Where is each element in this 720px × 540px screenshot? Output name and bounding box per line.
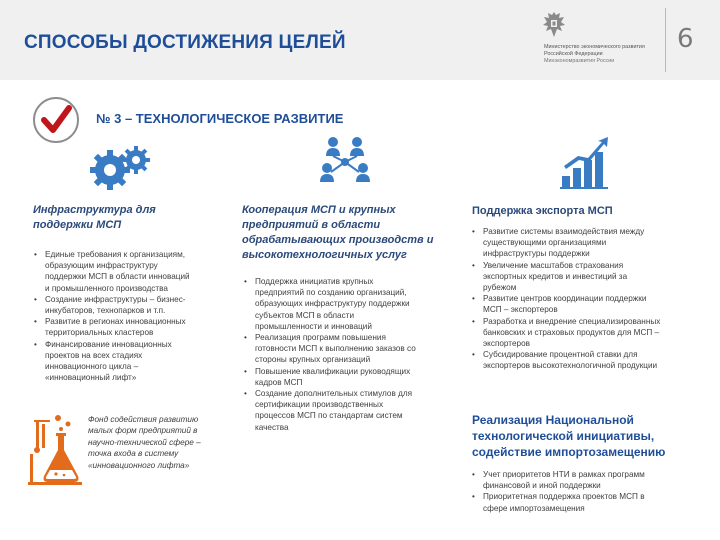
list-item-line: поддержки МСП в области инноваций xyxy=(45,272,190,282)
col2-heading xyxy=(242,203,462,263)
bar-chart-icon xyxy=(558,136,614,190)
col3-heading: Поддержка экспорта МСП xyxy=(472,205,613,217)
checkmark-badge xyxy=(33,97,79,143)
list-item-line: рубежом xyxy=(483,283,517,293)
heading-line: Реализация Национальной xyxy=(472,413,634,427)
col1-heading xyxy=(33,203,213,233)
header-divider xyxy=(665,8,666,72)
nti-heading xyxy=(472,412,712,460)
heading-line: Кооперация МСП и крупных xyxy=(242,204,396,216)
list-item-line: • Единые требования к организациям, xyxy=(45,250,185,259)
list-item-line: • Разработка и внедрение специализированных xyxy=(483,316,661,326)
list-item-line: проектов на всех стадиях xyxy=(45,350,143,360)
ministry-line: Минэкономразвития России xyxy=(544,58,615,64)
heading-line: высокотехнологичных услуг xyxy=(242,249,407,261)
list-item-line: • Увеличение масштабов страхования xyxy=(483,260,624,270)
gears-icon xyxy=(88,142,154,194)
list-item-line: • Повышение квалификации руководящих xyxy=(255,366,411,376)
list-item-line: • Развитие центров координации поддержки xyxy=(483,294,647,304)
heading-line: содействие импортозамещению xyxy=(472,445,666,459)
list-item-line: экспортеров xyxy=(483,339,530,349)
list-item xyxy=(471,293,717,315)
coat-of-arms-icon xyxy=(541,10,567,40)
list-item-line: сертификации производственных xyxy=(255,400,384,410)
list-item-line: • Приоритетная поддержка проектов МСП в xyxy=(483,492,645,502)
list-item xyxy=(33,294,233,316)
heading-line: технологической инициативы, xyxy=(472,429,655,443)
list-item-line: • Создание дополнительных стимулов для xyxy=(255,389,413,399)
list-item xyxy=(471,469,717,491)
list-item-line: экспортных кредитов и инвестиций за xyxy=(483,271,628,281)
heading-line: обрабатывающих производств и xyxy=(242,234,434,246)
list-item-line: инфраструктуры поддержки xyxy=(483,249,590,259)
header-bar xyxy=(0,0,720,80)
fund-line: научно-технической сфере – xyxy=(88,437,201,447)
heading-line: предприятий в области xyxy=(242,219,381,231)
list-item xyxy=(471,316,717,350)
page-title: СПОСОБЫ ДОСТИЖЕНИЯ ЦЕЛЕЙ xyxy=(24,32,346,53)
list-item xyxy=(471,260,717,294)
list-item-line: МСП – экспортеров xyxy=(483,305,558,315)
list-item xyxy=(471,226,717,260)
list-item xyxy=(243,388,463,433)
list-item-line: • Поддержка инициатив крупных xyxy=(255,277,374,286)
heading-line: Инфраструктура для xyxy=(33,204,156,216)
list-item-line: • Развитие системы взаимодействия между xyxy=(483,227,645,236)
list-item-line: и промышленного производства xyxy=(45,283,168,293)
list-item-line: территориальных кластеров xyxy=(45,328,154,338)
nti-bullet-list xyxy=(471,469,717,514)
list-item-line: образующим инфраструктуру xyxy=(45,261,158,271)
lab-flask-icon xyxy=(28,414,82,486)
ministry-name xyxy=(544,44,645,65)
list-item-line: промышленности и инноваций xyxy=(255,321,372,331)
list-item xyxy=(243,366,463,388)
section-title: № 3 – ТЕХНОЛОГИЧЕСКОЕ РАЗВИТИЕ xyxy=(96,111,344,126)
fund-line: точка входа в систему xyxy=(88,449,179,459)
list-item xyxy=(471,349,717,371)
col2-bullet-list xyxy=(243,276,463,433)
fund-line: «инновационного лифта» xyxy=(88,460,190,470)
list-item xyxy=(33,316,233,338)
page-number: 6 xyxy=(677,24,694,54)
fund-description xyxy=(88,414,238,471)
list-item-line: • Развитие в регионах инновационных xyxy=(45,317,186,327)
list-item-line: субъектов МСП в области xyxy=(255,310,355,320)
list-item-line: • Учет приоритетов НТИ в рамках программ xyxy=(483,470,645,479)
list-item xyxy=(33,249,233,294)
list-item xyxy=(471,491,717,513)
fund-line: Фонд содействия развитию xyxy=(88,415,199,424)
list-item-line: образующих инфраструктуру поддержки xyxy=(255,299,410,309)
list-item-line: экспортеров высокотехнологичной продукции xyxy=(483,361,658,371)
list-item-line: • Реализация программ повышения xyxy=(255,333,386,343)
list-item-line: «инновационный лифт» xyxy=(45,373,137,383)
fund-line: малых форм предприятий в xyxy=(88,426,198,436)
heading-line: поддержки МСП xyxy=(33,219,122,231)
checkmark-icon xyxy=(35,99,77,141)
ministry-line: Министерство экономического развития xyxy=(544,44,645,50)
ministry-line: Российской Федерации xyxy=(544,51,603,57)
list-item-line: • Субсидирование процентной ставки для xyxy=(483,350,638,360)
list-item-line: банковских и страховых продуктов для МСП – xyxy=(483,327,660,337)
list-item-line: качества xyxy=(255,422,289,432)
list-item-line: • Финансирование инновационных xyxy=(45,339,172,349)
list-item-line: предприятий по созданию организаций, xyxy=(255,288,407,298)
list-item-line: сфере импортозамещения xyxy=(483,503,585,513)
list-item-line: • Создание инфраструктуры – бизнес- xyxy=(45,294,186,304)
list-item-line: инкубаторов, технопарков и т.п. xyxy=(45,306,166,316)
list-item xyxy=(33,339,233,384)
list-item xyxy=(243,332,463,366)
people-network-icon xyxy=(317,134,373,190)
col3-bullet-list xyxy=(471,226,717,372)
list-item-line: процессов МСП по стандартам систем xyxy=(255,411,403,421)
list-item-line: кадров МСП xyxy=(255,377,303,387)
list-item-line: стороны крупных организаций xyxy=(255,355,371,365)
list-item xyxy=(243,276,463,332)
list-item-line: существующими организациями xyxy=(483,238,607,248)
list-item-line: готовности МСП к выполнению заказов со xyxy=(255,344,416,354)
list-item-line: финансовой и иной поддержки xyxy=(483,481,601,491)
list-item-line: инновационного цикла – xyxy=(45,362,139,372)
col1-bullet-list xyxy=(33,249,233,383)
